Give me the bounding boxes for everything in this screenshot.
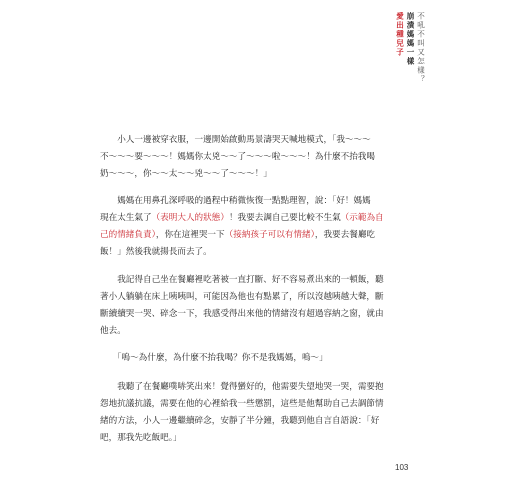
annotation-highlight: 己的情緒負責） bbox=[100, 230, 156, 240]
text-line: 斷續續哭一哭、碎念一下，我感受得出來他的情緒沒有超過容納之窗，就由 bbox=[100, 309, 384, 319]
annotation-highlight: （示範為自 bbox=[340, 213, 384, 223]
text-line: 他去。 bbox=[100, 326, 126, 336]
paragraph-5 bbox=[100, 379, 384, 447]
annotation-highlight: （表明大人的狀態） bbox=[151, 213, 229, 223]
paragraph-1 bbox=[100, 132, 375, 183]
book-title-line-1: 不吼不叫又怎樣？ bbox=[416, 12, 426, 84]
text-line: 奶～～～，你～～太～～兇～～了～～～！」 bbox=[100, 169, 272, 179]
text-line: 緒的方法，小人一邊繼續碎念，安靜了半分鐘，我聽到他自言自語說：「好 bbox=[100, 416, 380, 426]
text-line: 飯！」然後我就揚長而去了。 bbox=[100, 247, 212, 257]
text-run: ，你在這裡哭一下 bbox=[155, 230, 225, 240]
text-run: ！我要去調自己要比較不生氣 bbox=[228, 213, 341, 223]
book-title-line-2: 崩潰媽媽一樣 bbox=[406, 12, 415, 66]
page-number: 103 bbox=[395, 463, 409, 472]
text-run: ，我要去餐廳吃 bbox=[314, 230, 376, 240]
paragraph-4 bbox=[100, 350, 328, 367]
text-line: 我聽了在餐廳噗哧笑出來！覺得蠻好的，他需要失望地哭一哭，需要抱 bbox=[100, 382, 384, 392]
text-run: 現在太生氣了 bbox=[100, 213, 152, 223]
text-line: 不～～～要～～～！媽媽你太兇～～了～～～啦～～～！為什麼不抬我喝 bbox=[100, 152, 376, 162]
text-line: 小人一邊被穿衣服，一邊開始啟動馬景濤哭天喊地模式，「我～～～ bbox=[100, 135, 371, 145]
paragraph-3 bbox=[100, 272, 384, 340]
text-line: 吧，那我先吃飯吧。」 bbox=[100, 433, 182, 443]
book-title-line-3: 愛出種兒子 bbox=[395, 12, 405, 57]
running-header bbox=[396, 12, 425, 84]
text-line bbox=[100, 210, 384, 227]
text-line: 媽媽在用鼻孔深呼吸的過程中稍微恢復一點點理智，說：「好！媽媽 bbox=[100, 196, 371, 206]
text-line: 怨地抗議抗議，需要在他的心裡給我一些懲罰，這些是他幫助自己去調節情 bbox=[100, 399, 384, 409]
text-line: 我記得自己坐在餐廳裡吃著被一直打斷、好不容易煮出來的一頓飯，聽 bbox=[100, 275, 384, 285]
text-line: 著小人躺躺在床上咦咦叫，可能因為他也有點累了，所以沒越咦越大聲，斷 bbox=[100, 292, 384, 302]
annotation-highlight: （接納孩子可以有情緒） bbox=[224, 230, 315, 240]
paragraph-2 bbox=[100, 193, 384, 261]
text-line: 「嗚～為什麼，為什麼不抬我喝？你不是我媽媽，嗚～」 bbox=[100, 353, 328, 363]
text-line bbox=[100, 227, 384, 244]
